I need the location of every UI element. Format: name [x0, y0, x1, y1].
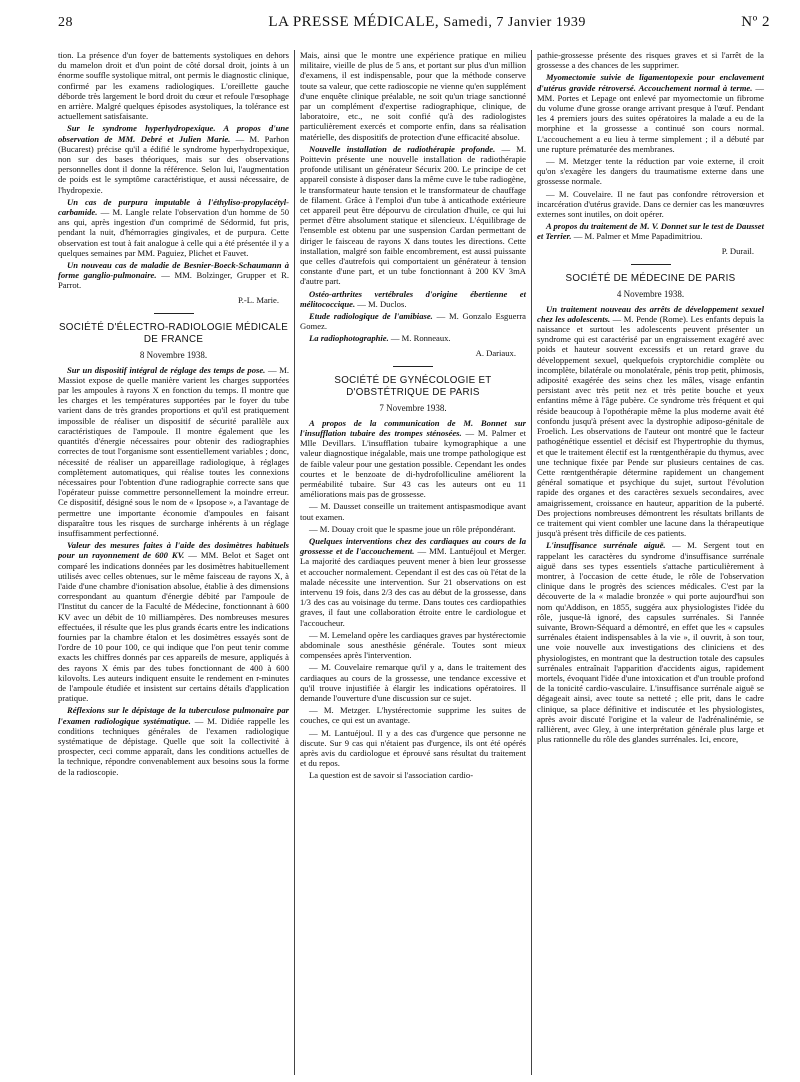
page-number: 28	[58, 15, 73, 30]
article	[58, 123, 289, 194]
section-heading: SOCIÉTÉ D'ÉLECTRO-RADIOLOGIE MÉDICALE DE FRANCE	[58, 321, 289, 345]
paragraph: tion. La présence d'un foyer de battements systoliques en dehors du mamelon droit et d'un point de côté dorsal droit, joints à un énorme souffle systolique mitral, ont permis le diagnostic clinique, confirmé par les examens radiologiques. L'oreillette gauche déborde très largement le bord droit du cœur et refoule l'œsophage en arrière. Malgré quelques épisodes asystoliques, la tolérance est actuellement satisfaisante.	[58, 50, 289, 122]
article-title: Ostéo-arthrites vertébrales d'origine ébertienne et mélitococcique.	[300, 288, 526, 309]
article-text: — M. Ronneaux.	[390, 333, 451, 344]
article-title: Réflexions sur le dépistage de la tuberculose pulmonaire par l'examen radiologique systématique.	[58, 705, 289, 726]
article-text: — M. Langle relate l'observation d'un homme de 50 ans qui, après ingestion d'un comprimé de Sédormid, fut pris, pendant la nuit, d'hémorragies gingivales, et de purpura. Cette observation est tout à fait analogue à celle qui a été présentée il y a quelques semaines par MM. Paguiez, Plichet et Fauvet.	[58, 207, 289, 258]
issue-number: Nº 2	[741, 14, 770, 30]
article-text: — M. Palmer et Mlle Devillars. L'insufflation tubaire kymographique a une valeur diagnostique inégalable, mais une trompe pathologique est de faible valeur pour une gestation possible. Cependant les ondes courtes et le benzoate de di-hydrofolliculine améliorent la perméabilité tubaire. Sur 43 cas les auteurs ont eu 11 améliorations mais pas de grossesse.	[300, 427, 526, 500]
section-date: 7 Novembre 1938.	[379, 402, 447, 413]
article	[300, 311, 526, 331]
article	[58, 705, 289, 776]
article-text: — M. Parhon (Bucarest) précise qu'il a édifié le syndrome hyperhydropexique, non sur des bases théoriques, mais sur des observations personnelles dont il donne la référence. Selon lui, l'augmentation de poids est le symptôme caractéristique, et aussi nécessaire, de l'hydropexie.	[58, 133, 289, 195]
article-title: Un nouveau cas de maladie de Besnier-Boeck-Schaumann à forme ganglio-pulmonaire.	[58, 260, 289, 281]
article-title: Sur un dispositif intégral de réglage des temps de pose.	[67, 364, 266, 375]
journal-title-line: LA PRESSE MÉDICALE, Samedi, 7 Janvier 1939	[268, 14, 586, 30]
article-title: L'insuffisance surrénale aiguë.	[546, 540, 666, 551]
article-title: Un cas de purpura imputable à l'éthyliso-propylacétyl-carbamide.	[58, 196, 289, 218]
divider	[631, 264, 671, 265]
divider	[393, 366, 433, 367]
article	[300, 289, 526, 309]
paragraph: — M. Metzger. L'hystérectomie supprime les suites de couches, ce qui est un avantage.	[300, 705, 526, 726]
article	[300, 418, 526, 500]
signature: P.-L. Marie.	[237, 294, 279, 305]
article	[58, 540, 289, 703]
paragraph: La question est de savoir si l'association cardio-	[309, 770, 474, 781]
section-date: 8 Novembre 1938.	[139, 349, 208, 360]
article-text: — MM. Lantuéjoul et Merger. La majorité des cardiaques peuvent mener à bien leur grossesse et accoucher normalement. Cependant il est des cas où l'état de la malade nécessite une intervention. Sur 21 observations on est intervenu 19 fois, dans 2/3 des cas au début de la grossesse, dans 1/3 des cas au voisinage du terme. Dans toutes ces cardiopathies graves, il faut une collaboration étroite entre le cardiologue et l'accoucheur.	[300, 546, 526, 628]
paragraph: — M. Couvelaire. Il ne faut pas confondre rétroversion et incarcération d'utérus gravide. Dans ce dernier cas les manœuvres externes sont inutiles, on doit opérer.	[537, 188, 764, 220]
column-1	[58, 50, 295, 1075]
article-text: — M. Massiot expose de quelle manière varient les charges supportées par les ampoules à rayons X en fonction du temps. Il montre que les charges et les températures supportées par le foyer du tube varient dans de très grandes proportions et qu'il est pratiquement impossible de réaliser un dispositif de sécurité parallèle aux caractéristiques de l'ampoule. Il montre également que les quantités d'énergie nécessaires pour obtenir des radiographies correctes de tout l'organisme sont essentiellement variables ; donc, nécessité de réaliser un appareillage radiologique, à réglages complètement automatiques, qui réalise toutes les connexions nécessaires pour l'obtention d'une radiographie correcte sans que l'opérateur puisse commettre personnellement la moindre erreur. Ce dispositif, désigné sous le nom de « Ipsopose », a l'avantage de permettre une importante économie d'ampoules en faisant disparaître tous les risques de surcharge inhérents à un réglage insuffisamment perfectionné.	[58, 364, 289, 538]
article-title: Etude radiologique de l'amibiase.	[309, 311, 433, 322]
column-2	[295, 50, 532, 1075]
article-text: — M. Pende (Rome). Les enfants depuis la naissance et surtout les adolescents peuvent présenter un syndrome qui est caractérisé par un engraissement exagéré avec poids et hauteur souvent excessifs et un retard grave du développement sexuel, quelquefois cryptorchidie complète ou incomplète, bilatérale ou monolatérale, pénis trop petit, phimosis, adiposité exagérée des seins chez les mâles, visage enfantin persistant avec très petit nez et très petite bouche et yeux enfantins même à l'âge pubère. Ce syndrome très fréquent et qui réside beaucoup à l'opothérapie même la plus moderne avait été confondu jusqu'à présent avec la dystrophie adiposo-génitale de Froelich. Les observations de l'auteur ont montré que le facteur pathogénétique essentiel et décisif est l'hypertrophie du thymus, et que le traitement électif est la rœntgenthérapie du thymus, avec une technique fixée par Pende sur plusieurs centaines de cas. Cette rœntgenthérapie détermine rapidement un changement général somatique et psychique du sujet, surtout l'évolution rapide des organes et des caractères sexuels secondaires, avec amaigrissement, croissance en hauteur, apparition de la puberté. Des projections nombreuses démontrent les résultats brillants de ce traitement qui vient combler une lacune dans la thérapeutique jusqu'à présent très difficile de ces patients.	[537, 313, 764, 539]
article-text: — M. Sergent tout en rappelant les caractères du syndrome d'insuffisance surrénale aiguë dans ses types essentiels s'attache particulièrement à montrer, à l'occasion de cette étude, le rôle de l'observation clinique dans le progrès des sciences médicales. C'est par la découverte de la « maladie bronzée » qui porte aujourd'hui son nom qu'Addison, en 1855, suggéra aux physiologistes l'idée du rôle, jusque-là ignoré, des capsules surrénales. Si l'année suivante, Brown-Séquard a démontré, en effet que les « capsules surrénales étaient indispensables à la vie », il ouvrit, à son tour, une voie nouvelle aux investigations des cliniciens et des physiologistes, en montrant que la destruction totale des capsules surrénales entraînait l'apparition d'accidents aigus, rapidement mortels, évoquant l'idée d'une intoxication et d'un trouble profond de la tonicité cardio-vasculaire. L'insuffisance surrénale aiguë se dégageait ainsi, avec toute sa netteté ; elle prit, dans le cadre clinique, sa place définitive et indiscutée et les physiologistes, après avoir discuté l'origine et la valeur de l'adrénalinémie, se rallièrent, avec Gley, à une interprétation générale plus large et plus rationnelle du rôle des glandes surrénales. Ici, encore,	[537, 540, 764, 745]
article	[300, 144, 526, 287]
article	[300, 333, 526, 343]
article-title: Un traitement nouveau des arrêts de développement sexuel chez les adolescents.	[537, 303, 764, 324]
text-columns	[58, 50, 770, 1075]
paragraph: Mais, ainsi que le montre une expérience pratique en milieu militaire, vieille de plus de 5 ans, et portant sur plus d'un million d'examens, il est indispensable, pour que la méthode conserve toute sa valeur, que cette radioscopie ne vienne qu'en supplément d'une enquête clinique préalable, ne soit qu'un triage sanctionné par un complément d'expertise radiographique, clinique, de laboratoire, etc., ne soit confié qu'à des radiologistes particulièrement exercés et comporte enfin, dans sa réalisation matérielle, des dispositifs de protection d'une efficacité absolue.	[300, 50, 526, 142]
section-heading: SOCIÉTÉ DE MÉDECINE DE PARIS	[565, 272, 736, 284]
article-text: — M. Poittevin présente une nouvelle installation de radiothérapie profonde utilisant un générateur Sécurix 200. Le principe de cet appareil consiste à disposer dans la même cuve le tube radiogène, le transformateur haute tension et le transformateur de chauffage de filament. Grâce à l'emploi d'un tube à anticathode extérieure cet appareil peut être dépourvu de circulation d'huile, ce qui lui permet d'être absolument statique et silencieux. L'équilibrage de l'ensemble est obtenu par une suspension Cardan permettant de diriger le faisceau de rayons X dans toutes les directions. Cette installation, malgré son faible encombrement, est aussi puissante que celles d'autrefois qui comportaient un générateur à tension constante d'une part, et un tube fonctionnant à 200 KV 3mA d'autre part.	[300, 143, 526, 287]
paragraph: — M. Dausset conseille un traitement antispasmodique avant tout examen.	[300, 501, 526, 522]
article-text: — M. Duclos.	[357, 298, 407, 309]
article-text: — M. Didiée rappelle les conditions techniques générales de l'examen radiologique systématique de dépistage. Quelle que soit la collectivité à prospecter, ceci comme apparaît, dans les conditions actuelles de la technique, répondre convenablement aux besoins sous la forme de la radioscopie.	[58, 715, 289, 777]
article	[58, 260, 289, 291]
journal-title: LA PRESSE MÉDICALE	[268, 14, 435, 30]
article-title: Quelques interventions chez des cardiaques au cours de la grossesse et de l'accouchement.	[300, 535, 526, 557]
paragraph: — M. Metzger tente la réduction par voie externe, il croit qu'on s'exagère les dangers du traumatisme externe dans une grossesse normale.	[537, 156, 764, 187]
paragraph: — M. Lantuéjoul. Il y a des cas d'urgence que personne ne discute. Sur 9 cas qui n'étaient pas d'urgence, ils ont été opérés après avis du cardiologue et éprouvé sans résultat du traitement et du repos.	[300, 727, 526, 769]
divider	[154, 313, 194, 314]
article	[58, 197, 289, 258]
article-title: Valeur des mesures faites à l'aide des dosimètres habituels pour un rayonnement de 600 KV.	[58, 540, 289, 561]
article-text: — MM. Belot et Saget ont comparé les indications données par les dosimètres habituellement utilisés avec celles obtenues, sur le même faisceau de rayons X, à l'aide d'une chambre d'ionisation absolue, établie à des dimensions correspondant au quantum d'énergie débité par l'ampoule de l'Institut du cancer de la Faculté de Médecine, fonctionnant à 600 KV avec un débit de 10 milliampères. Des nombreuses mesures effectuées, il résulte que les plus grands écarts entre les indications fournies par la chambre étalon et les dosimètres essayés sont de l'ordre de 10 pour 100, ce qui indique que l'on peut tenir comme exacts les chiffres donnés par ces appareils de mesure, appliqués à des rayons X émis par des tubes fonctionnant de 400 à 600 kilovolts. Les auteurs indiquent ensuite le rendement en r-minutes de l'ampoule étudiée et insistent sur certains détails d'application pratique.	[58, 550, 289, 704]
article-title: Sur le syndrome hyperhydropexique. A propos d'une observation de MM. Debré et Julien Marie.	[58, 123, 289, 144]
article-title: Nouvelle installation de radiothérapie profonde.	[309, 143, 496, 154]
paragraph: — M. Lemeland opère les cardiaques graves par hystérectomie abdominale sous anesthésie générale. Toutes sont mieux compensées après l'intervention.	[300, 629, 526, 661]
article-title: La radiophotographie.	[309, 333, 389, 344]
section-heading: SOCIÉTÉ DE GYNÉCOLOGIE ET D'OBSTÉTRIQUE DE PARIS	[334, 374, 492, 398]
paragraph: — M. Douay croit que le spasme joue un rôle prépondérant.	[309, 523, 516, 534]
article	[58, 365, 289, 538]
article	[537, 72, 764, 154]
article-title: Myomectomie suivie de ligamentopexie pour enclavement d'utérus gravide rétroversé. Accouchement normal à terme.	[537, 72, 764, 93]
article	[537, 221, 764, 241]
signature: A. Dariaux.	[475, 347, 516, 358]
article	[537, 304, 764, 539]
column-3	[532, 50, 769, 1075]
article	[537, 540, 764, 744]
paragraph: pathie-grossesse présente des risques graves et si l'arrêt de la grossesse a des chances de les supprimer.	[537, 50, 764, 71]
page-header	[58, 14, 770, 36]
article	[300, 536, 526, 628]
article-text: — MM. Bolzinger, Grupper et R. Parrot.	[58, 270, 289, 291]
issue-date: Samedi, 7 Janvier 1939	[443, 15, 586, 30]
article-text: — M. Gonzalo Esguerra Gomez.	[300, 311, 526, 332]
article-text: — M. Palmer et Mme Papadimitriou.	[573, 231, 703, 242]
article-text: — MM. Portes et Lepage ont enlevé par myomectomie un fibrome du volume d'une grosse orange arrivant presque à l'œuf. Pendant les 4 premiers jours des suites opératoires la malade a eu de la morphine et la grossesse a continué son cours normal. L'accouchement a eu lieu à terme simplement ; il a débuté par une rupture prématurée des membranes.	[537, 82, 764, 154]
section-date: 4 Novembre 1938.	[616, 288, 685, 299]
article-title: A propos de la communication de M. Bonnet sur l'insufflation tubaire des trompes sténosées.	[300, 417, 526, 438]
paragraph: — M. Couvelaire remarque qu'il y a, dans le traitement des cardiaques au cours de la grossesse, une tendance excessive et qu'il trouve injustifiée à élargir les indications opératoires. Il demande l'ouverture d'une discussion sur ce sujet.	[300, 662, 526, 703]
article-title: A propos du traitement de M. V. Donnet sur le test de Dausset et Terrier.	[537, 221, 764, 242]
signature: P. Durail.	[721, 245, 754, 256]
